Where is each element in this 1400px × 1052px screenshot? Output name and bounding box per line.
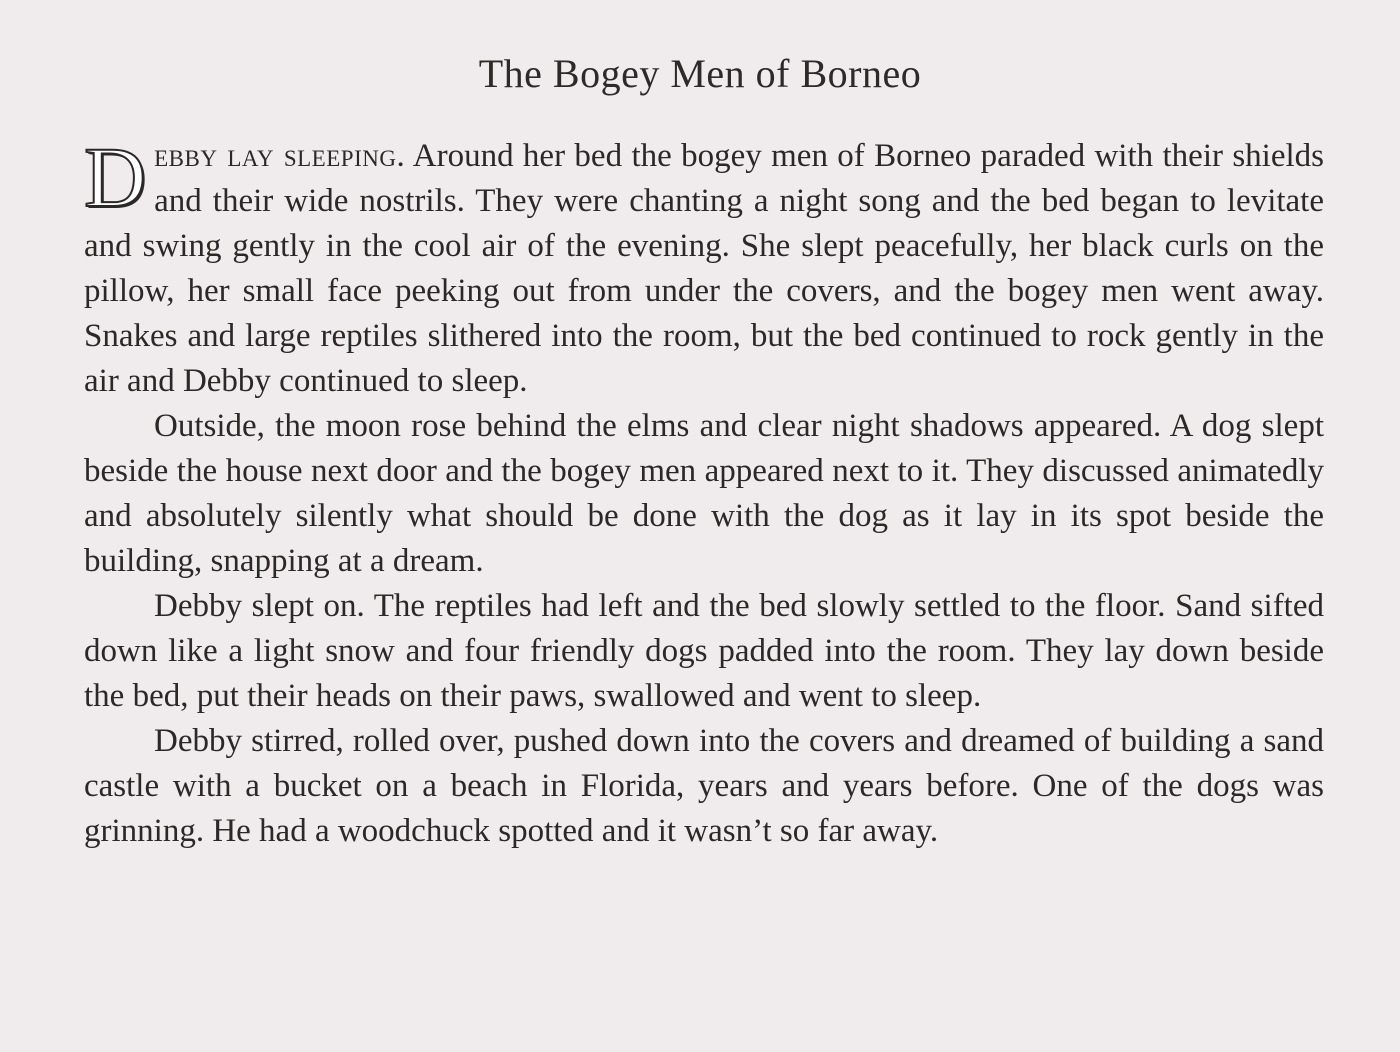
paragraph-4: Debby stirred, rolled over, pushed down into the covers and dreamed of building a sand castle with a bucket on a beach in Florida, years and years before. One of the dogs was grinning. He had a woodchuck spotted and it wasn’t so far away. bbox=[84, 723, 1324, 849]
story-title: The Bogey Men of Borneo bbox=[478, 51, 922, 96]
paragraph-2: Outside, the moon rose behind the elms and clear night shadows appeared. A dog slept beside the house next door and the bogey men appeared next to it. They discussed animatedly and absolutely silently what should be done with the dog as it lay in its spot beside the building, snapping at a dream. bbox=[84, 408, 1324, 579]
story-body bbox=[84, 129, 1325, 854]
paragraph-3: Debby slept on. The reptiles had left and the bed slowly settled to the floor. Sand sifted down like a light snow and four friendly dogs padded into the room. They lay down beside the bed, put their heads on their paws, swallowed and went to sleep. bbox=[84, 588, 1324, 714]
paragraph-1 bbox=[84, 129, 1325, 404]
paragraph-1-text: Around her bed the bogey men of Borneo paraded with their shields and their wide nostrils. They were chanting a night song and the bed began to levitate and swing gently in the cool air of the evening. She slept peacefully, her black curls on the pillow, her small face peeking out from under the covers, and the bogey men went away. Snakes and large reptiles slithered into the room, but the bed continued to rock gently in the air and Debby continued to sleep. bbox=[84, 138, 1325, 399]
paragraph-lead-smallcaps: ebby lay sleeping. bbox=[154, 138, 406, 174]
drop-cap: D bbox=[84, 129, 147, 225]
